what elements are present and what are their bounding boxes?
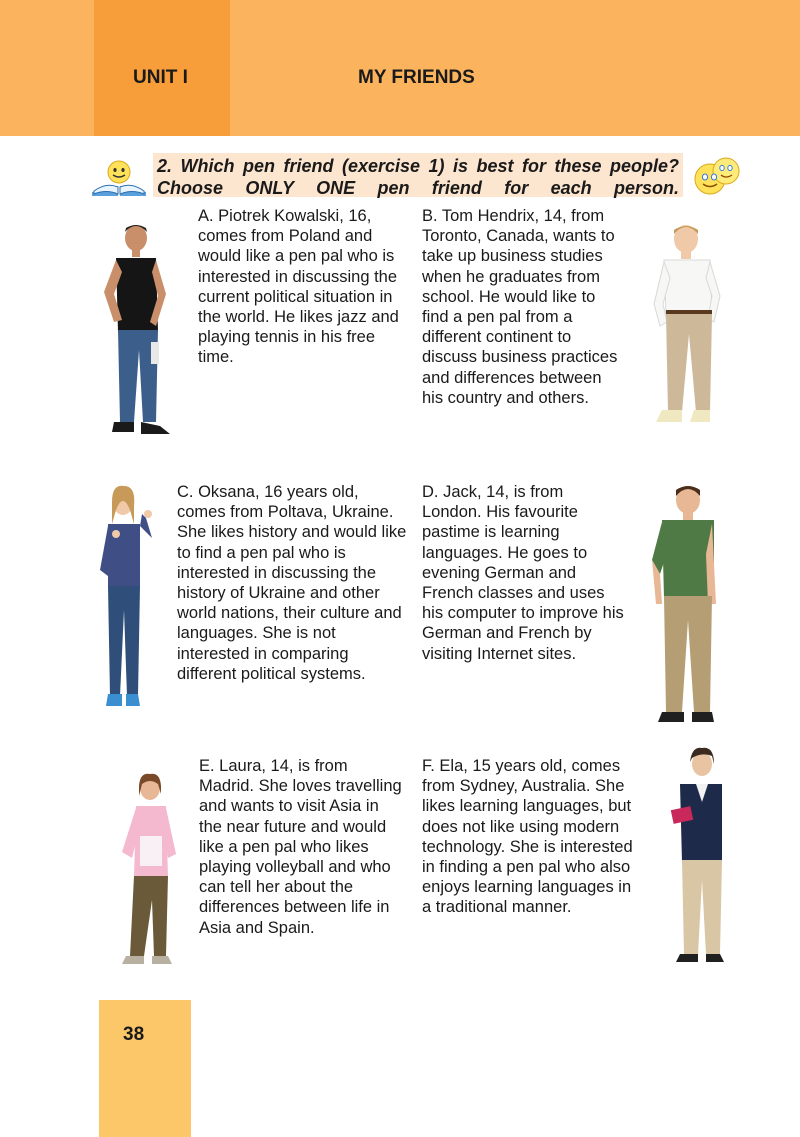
- pen-friend-entry-d: D. Jack, 14, is from London. His favourite pastime is learning languages. He goes to evening German and French classes and uses his computer to improve his German and French by visiting Internet sites.: [422, 483, 624, 663]
- person-d-photo: [646, 484, 718, 732]
- person-a-photo: [94, 222, 174, 444]
- unit-label: UNIT I: [133, 67, 188, 88]
- smiley-faces-icon: [690, 155, 742, 197]
- task-instruction: 2. Which pen friend (exercise 1) is best for these people? Choose ONLY ONE pen friend for each person.: [157, 156, 679, 198]
- person-e-photo: [92, 766, 186, 972]
- pen-friend-entry-a: A. Piotrek Kowalski, 16, comes from Poland and would like a pen pal who is interested in discussing the current political situation in the world. He likes jazz and playing tennis in his free time.: [198, 207, 399, 367]
- pen-friend-entry-e: E. Laura, 14, is from Madrid. She loves travelling and wants to visit Asia in the near future and would like a pen pal who likes playing volleyball and who can tell her about the differences between life in Asia and Spain.: [199, 757, 402, 937]
- person-b-photo: [630, 222, 722, 434]
- chapter-title: MY FRIENDS: [358, 67, 475, 88]
- reading-book-smiley-icon: [88, 158, 150, 198]
- person-f-photo: [664, 742, 730, 982]
- pen-friend-entry-f: F. Ela, 15 years old, comes from Sydney, Australia. She likes learning languages, but does not like using modern technology. She is interested in finding a pen pal who also enjoys learning languages in a traditional manner.: [422, 757, 633, 917]
- pen-friend-entry-b: B. Tom Hendrix, 14, from Toronto, Canada, wants to take up business studies when he graduates from school. He would like to find a pen pal from a different continent to discuss business practices and differences between his country and others.: [422, 207, 618, 407]
- page-number-tab: [99, 1000, 191, 1137]
- person-c-photo: [96, 484, 158, 716]
- page-number: 38: [123, 1024, 145, 1045]
- pen-friend-entry-c: C. Oksana, 16 years old, comes from Poltava, Ukraine. She likes history and would like to find a pen pal who is interested in discussing the history of Ukraine and other world nations, their culture and languages. She is not interested in comparing different political systems.: [177, 483, 407, 683]
